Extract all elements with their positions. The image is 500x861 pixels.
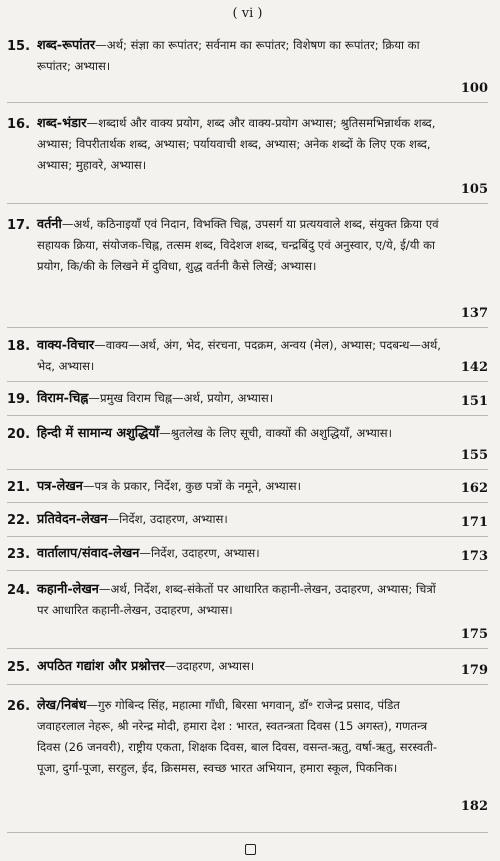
- entry-title: पत्र-लेखन: [37, 479, 83, 494]
- end-of-section-square-icon: [245, 844, 256, 855]
- entry-title: अपठित गद्यांश और प्रश्नोत्तर: [37, 659, 165, 674]
- entry-page: 151: [460, 394, 488, 409]
- entry-page: 142: [460, 360, 488, 375]
- entry-number: 15.: [7, 39, 31, 54]
- entry-number: 19.: [7, 392, 31, 407]
- entry-page: 179: [460, 663, 488, 678]
- entry-body: [37, 388, 488, 409]
- entry-description: —वाक्य—अर्थ, अंग, भेद, संरचना, पदक्रम, अन्वय (मेल), अभ्यास; पदबन्ध—अर्थ, भेद, अभ्यास।: [37, 338, 441, 373]
- entry-body: [37, 656, 488, 677]
- entry-page: 137: [460, 306, 488, 321]
- entry-title: कहानी-लेखन: [37, 582, 99, 597]
- entry-page: 173: [460, 549, 488, 564]
- entry-number: 25.: [7, 660, 31, 675]
- entry-page: 100: [460, 81, 488, 96]
- entry-page: 155: [460, 448, 488, 463]
- entry-title: शब्द-भंडार: [37, 116, 87, 131]
- entry-body: [37, 579, 488, 621]
- entry-number: 17.: [7, 218, 31, 233]
- entry-title: विराम-चिह्न: [37, 391, 89, 406]
- toc-entry: [7, 571, 488, 649]
- entry-description: —शब्दार्थ और वाक्य प्रयोग, शब्द और वाक्य-प्रयोग अभ्यास; श्रुतिसमभिन्नार्थक शब्द, अभ्यास; विपरीतार्थक शब्द, अभ्यास; पर्यायवाची शब्द, अभ्यास; अनेक शब्दों के लिए एक शब्द, अभ्यास; मुहावरे, अभ्यास।: [37, 116, 436, 172]
- entry-page: 175: [460, 627, 488, 642]
- toc-entry: [7, 204, 488, 328]
- toc-entry: [7, 328, 488, 382]
- toc-entry: [7, 470, 488, 503]
- entry-page: 171: [460, 515, 488, 530]
- entry-page: 182: [460, 799, 488, 814]
- toc-entry: [7, 537, 488, 571]
- toc-entry: [7, 503, 488, 537]
- entry-description: —प्रमुख विराम चिह्न—अर्थ, प्रयोग, अभ्यास।: [88, 391, 274, 405]
- toc-entry: [7, 416, 488, 470]
- entry-number: 20.: [7, 427, 31, 442]
- entry-body: [37, 509, 488, 530]
- entry-body: [37, 695, 488, 779]
- entry-page: 105: [460, 182, 488, 197]
- entry-number: 26.: [7, 699, 31, 714]
- entry-description: —अर्थ; संज्ञा का रूपांतर; सर्वनाम का रूपांतर; विशेषण का रूपांतर; क्रिया का रूपांतर; अभ्यास।: [37, 38, 420, 73]
- entry-number: 23.: [7, 547, 31, 562]
- entry-page: 162: [460, 481, 488, 496]
- entry-description: —निर्देश, उदाहरण, अभ्यास।: [107, 512, 228, 526]
- entry-description: —गुरु गोबिन्द सिंह, महात्मा गाँधी, बिरसा भगवान्, डॉ॰ राजेन्द्र प्रसाद, पंडित जवाहरलाल नेहरू, श्री नरेन्द्र मोदी, हमारा देश : भारत, स्वतन्त्रता दिवस (15 अगस्त), गणतन्त्र दिवस (26 जनवरी), राष्ट्रीय एकता, शिक्षक दिवस, बाल दिवस, वसन्त-ऋतु, वर्षा-ऋतु, सरस्वती-पूजा, दुर्गा-पूजा, सरहुल, ईद, क्रिसमस, स्वच्छ भारत अभियान, हमारा स्कूल, पिकनिक।: [37, 698, 438, 775]
- entry-number: 21.: [7, 480, 31, 495]
- entry-title: लेख/निबंध: [37, 698, 87, 713]
- entry-description: —उदाहरण, अभ्यास।: [164, 659, 255, 673]
- entry-description: —निर्देश, उदाहरण, अभ्यास।: [139, 546, 260, 560]
- entry-body: [37, 35, 488, 77]
- entry-number: 24.: [7, 583, 31, 598]
- page-number: ( vi ): [232, 6, 263, 21]
- entry-body: [37, 423, 488, 444]
- toc-entry: [7, 685, 488, 833]
- toc-entry: [7, 25, 488, 103]
- entry-description: —अर्थ, निर्देश, शब्द-संकेतों पर आधारित कहानी-लेखन, उदाहरण, अभ्यास; चित्रों पर आधारित कहानी-लेखन, उदाहरण, अभ्यास।: [37, 582, 436, 617]
- entry-number: 22.: [7, 513, 31, 528]
- entry-body: [37, 543, 488, 564]
- entry-description: —अर्थ, कठिनाइयाँ एवं निदान, विभक्ति चिह्न, उपसर्ग या प्रत्ययवाले शब्द, संयुक्त क्रिया एवं सहायक क्रिया, संयोजक-चिह्न, तत्सम शब्द, विदेशज शब्द, चन्द्रबिंदु एवं अनुस्वार, ए/ये, ई/यी का प्रयोग, कि/की के लिखने में दुविधा, शुद्ध वर्तनी कैसे लिखें; अभ्यास।: [37, 217, 439, 273]
- entry-body: [37, 113, 488, 176]
- entry-body: [37, 335, 488, 377]
- entry-description: —पत्र के प्रकार, निर्देश, कुछ पत्रों के नमूने, अभ्यास।: [82, 479, 301, 493]
- entry-title: हिन्दी में सामान्य अशुद्धियाँ: [37, 426, 160, 441]
- entry-number: 16.: [7, 117, 31, 132]
- entry-body: [37, 476, 488, 497]
- entry-title: वर्तनी: [37, 217, 62, 232]
- toc-entry: [7, 649, 488, 685]
- entry-description: —श्रुतलेख के लिए सूची, वाक्यों की अशुद्धियाँ, अभ्यास।: [159, 426, 393, 440]
- entry-title: शब्द-रूपांतर: [37, 38, 96, 53]
- entry-title: प्रतिवेदन-लेखन: [37, 512, 108, 527]
- entry-body: [37, 214, 488, 277]
- entry-title: वार्तालाप/संवाद-लेखन: [37, 546, 140, 561]
- entry-title: वाक्य-विचार: [37, 338, 95, 353]
- toc-entry: [7, 103, 488, 204]
- entry-number: 18.: [7, 339, 31, 354]
- toc-entry: [7, 382, 488, 416]
